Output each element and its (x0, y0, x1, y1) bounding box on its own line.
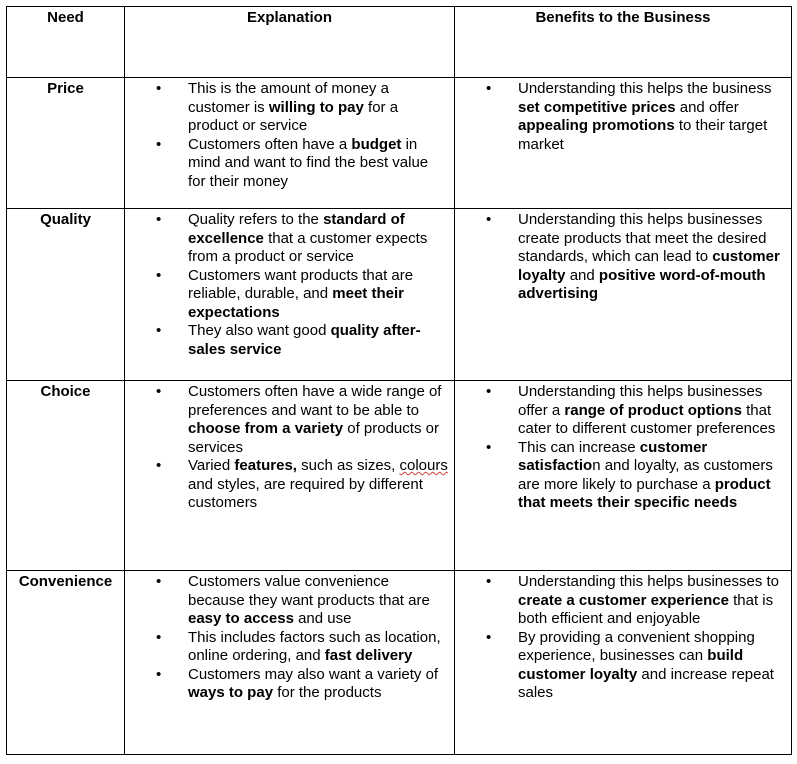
explanation-list (130, 211, 449, 359)
benefits-cell (455, 78, 792, 209)
bullet-item: • Varied features, such as sizes, colours and styles, are required by different customers (188, 457, 449, 513)
bullet-item: • Customers often have a budget in mind and want to find the best value for their money (188, 136, 449, 192)
bullet-item: • Quality refers to the standard of excellence that a customer expects from a product or service (188, 211, 449, 267)
benefits-list (460, 383, 786, 513)
benefits-list (460, 573, 786, 703)
header-need: Need (7, 7, 125, 78)
bullet-item: • Customers want products that are reliable, durable, and meet their expectations (188, 267, 449, 323)
need-cell: Price (7, 78, 125, 209)
bullet-item: • They also want good quality after-sales service (188, 322, 449, 359)
explanation-list (130, 80, 449, 191)
table-row-quality (7, 209, 792, 381)
explanation-cell (125, 78, 455, 209)
table-row-choice (7, 381, 792, 571)
bullet-item: • This can increase customer satisfaction and loyalty, as customers are more likely to purchase a product that meets their specific needs (518, 439, 786, 513)
bullet-item: • Understanding this helps businesses create products that meet the desired standards, which can lead to customer loyalty and positive word-of-mouth advertising (518, 211, 786, 304)
bullet-item: • Customers often have a wide range of preferences and want to be able to choose from a variety of products or services (188, 383, 449, 457)
explanation-cell (125, 571, 455, 755)
benefits-cell (455, 209, 792, 381)
bullet-item: • Customers value convenience because they want products that are easy to access and use (188, 573, 449, 629)
benefits-cell (455, 381, 792, 571)
bullet-item: • By providing a convenient shopping experience, businesses can build customer loyalty and increase repeat sales (518, 629, 786, 703)
table-row-convenience (7, 571, 792, 755)
bullet-item: • Customers may also want a variety of ways to pay for the products (188, 666, 449, 703)
explanation-cell (125, 381, 455, 571)
need-cell: Convenience (7, 571, 125, 755)
header-row (7, 7, 792, 78)
bullet-item: • Understanding this helps businesses offer a range of product options that cater to different customer preferences (518, 383, 786, 439)
customer-needs-table (6, 6, 792, 755)
table-row-price (7, 78, 792, 209)
need-cell: Choice (7, 381, 125, 571)
explanation-list (130, 383, 449, 513)
benefits-list (460, 80, 786, 154)
header-benefits: Benefits to the Business (455, 7, 792, 78)
explanation-list (130, 573, 449, 703)
bullet-item: • Understanding this helps businesses to create a customer experience that is both efficient and enjoyable (518, 573, 786, 629)
explanation-cell (125, 209, 455, 381)
bullet-item: • This includes factors such as location, online ordering, and fast delivery (188, 629, 449, 666)
header-explanation: Explanation (125, 7, 455, 78)
need-cell: Quality (7, 209, 125, 381)
benefits-cell (455, 571, 792, 755)
bullet-item: • This is the amount of money a customer is willing to pay for a product or service (188, 80, 449, 136)
benefits-list (460, 211, 786, 304)
bullet-item: • Understanding this helps the business set competitive prices and offer appealing promotions to their target market (518, 80, 786, 154)
